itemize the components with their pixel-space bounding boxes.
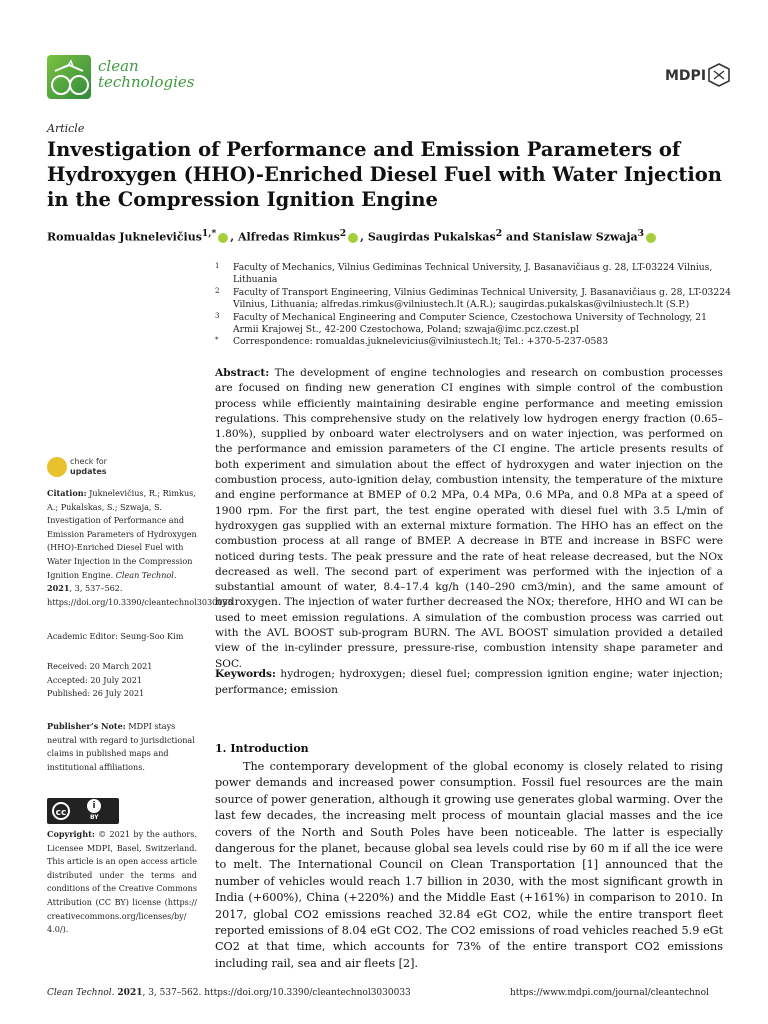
copyright-label: Copyright:: [47, 829, 95, 839]
journal-name-line1: clean: [98, 57, 139, 75]
accepted-date: Accepted: 20 July 2021: [47, 674, 143, 685]
keywords: [215, 666, 723, 698]
keywords-label: Keywords:: [215, 668, 276, 680]
orcid-icon[interactable]: [646, 233, 656, 243]
author-name[interactable]: Alfredas Rimkus: [237, 230, 340, 244]
citation-rest[interactable]: , 3, 537–562. https://doi.org/10.3390/cleantechnol3030033: [47, 583, 233, 607]
affiliation-text: Correspondence: romualdas.juknelevicius@vilniustech.lt; Tel.: +370-5-237-0583: [233, 336, 609, 348]
author-separator: ,: [360, 230, 368, 244]
affiliation-text: Faculty of Mechanical Engineering and Computer Science, Czestochowa University of Technology, 21 Armii Krajowej St., 42-200 Czestochowa, Poland; szwaja@imc.pcz.czest.pl: [233, 311, 707, 336]
footer-doi[interactable]: , 3, 537–562. https://doi.org/10.3390/cleantechnol3030033: [142, 988, 411, 998]
publisher-note-label: Publisher’s Note:: [47, 721, 126, 731]
publisher-note-text: MDPI stays neutral with regard to jurisdictional claims in published maps and institutional affiliations.: [47, 721, 195, 772]
citation-journal: Clean Technol.: [115, 569, 177, 580]
article-type: Article: [47, 122, 85, 135]
author-separator: ,: [230, 230, 238, 244]
affiliation-item: [215, 287, 735, 312]
affiliation-number: 2: [215, 286, 220, 295]
received-date: Received: 20 March 2021: [47, 661, 153, 671]
affiliation-item: [215, 312, 735, 337]
citation-year: 2021: [47, 583, 70, 594]
footer-citation: [47, 988, 411, 998]
author-separator: and: [502, 230, 533, 244]
check-updates-icon: [47, 457, 67, 477]
introduction-body: [215, 759, 723, 972]
footer-year: 2021: [117, 988, 143, 998]
affiliation-number: 3: [215, 311, 220, 320]
journal-name[interactable]: [98, 58, 194, 90]
cc-by-license-badge[interactable]: [47, 798, 119, 824]
publisher-note: [47, 720, 197, 774]
orcid-icon[interactable]: [218, 233, 228, 243]
abstract: [215, 366, 723, 672]
affiliation-item: [215, 336, 735, 348]
citation-label: Citation:: [47, 488, 87, 498]
publisher-name[interactable]: MDPI: [665, 68, 707, 84]
author-list: [47, 228, 658, 244]
author-affiliation-marker: 1,*: [201, 228, 217, 239]
affiliation-number: *: [215, 336, 219, 345]
check-updates-label: [70, 457, 107, 477]
footer-journal-url[interactable]: https://www.mdpi.com/journal/cleantechnol: [510, 988, 709, 998]
author-affiliation-marker: 2: [339, 228, 347, 239]
section-heading-introduction: 1. Introduction: [215, 742, 309, 755]
journal-logo: [47, 55, 91, 99]
academic-editor: Academic Editor: Seung-Soo Kim: [47, 631, 184, 641]
author-affiliation-marker: 3: [637, 228, 645, 239]
author-name[interactable]: Stanislaw Szwaja: [532, 230, 638, 244]
abstract-label: Abstract:: [215, 367, 270, 379]
affiliation-text: Faculty of Transport Engineering, Vilnius Gediminas Technical University, J. Basanavičiaus g. 28, LT-03224 Vilnius, Lithuania; alfredas.rimkus@vilniustech.lt (A.R.); saugirdas.pukalskas@vilniustech.lt (S.P.): [233, 286, 731, 311]
introduction-paragraph: The contemporary development of the global economy is closely related to rising power demands and increased power consumption. Fossil fuel resources are the main source of power generation, although it growing use generates global warming. Over the last few decades, the increasing melt process of mountain glacial masses and the ice covers of the North and South Poles have been noticeable. The latter is especially dangerous for the planet, because global sea levels could rise by 60 m if all the ice were to melt. The International Council on Clean Transportation [1] announced that the number of vehicles would reach 1.7 billion in 2030, with the most significant growth in India (+600%), China (+220%) and the Middle East (+161%) in comparison to 2010. In 2017, global CO2 emissions reached 32.84 eGt CO2, while the entire transport fleet reported emissions of 8.04 eGt CO2. The CO2 emissions of road vehicles reached 5.9 eGt CO2 at that time, which accounts for 73% of the entire transport CO2 emissions including rail, sea and air fleets [2].: [215, 760, 723, 970]
affiliation-text: Faculty of Mechanics, Vilnius Gediminas Technical University, J. Basanavičiaus g. 28, LT-03224 Vilnius, Lithuania: [233, 262, 713, 286]
footer-journal: Clean Technol.: [47, 988, 115, 998]
published-date: Published: 26 July 2021: [47, 688, 145, 699]
abstract-text: The development of engine technologies and research on combustion processes are focused on finding new generation CI engines with simple control of the combustion process while efficiently maintaining desirable engine performance and meeting emission regulations. This comprehensive study on the relatively low hydrogen energy fraction (0.65–1.80%), supplied by onboard water electrolysers and on water injection, was performed on the performance and emission parameters of the CI engine. The article presents results of both experiment and simulation about the effect of hydroxygen and water injection on the combustion process, auto-ignition delay, combustion intensity, the temperature of the mixture and engine performance at BMEP of 0.2 MPa, 0.4 MPa, 0.6 MPa, and 0.8 MPa at a speed of 1900 rpm. For the first part, the test engine operated with diesel fuel with 3.5 L/min of hydroxygen gas supplied with an external mixture formation. The HHO has an effect on the combustion process at all range of BMEP. A decrease in BTE and increase in BSFC were noticed during tests. The peak pressure and the rate of heat release decreased, but the NOx decreased as well. The second part of experiment was performed with the injection of a substantial amount of water, 8.4–17.4 kg/h (140–290 cm3/min), and the same amount of hydroxygen. The injection of water further decreased the NOx; therefore, HHO and WI can be used to meet emission regulations. A simulation of the combustion process was carried out with the AVL BOOST sub-program BURN. The AVL BOOST simulation provided a detailed view of the in-cylinder pressure, pressure-rise, combustion intensity shape parameter and SOC.: [215, 367, 723, 670]
attribution-icon: i: [87, 799, 101, 813]
check-updates-line2: updates: [70, 467, 107, 476]
author-name[interactable]: Saugirdas Pukalskas: [367, 230, 496, 244]
affiliation-number: 1: [215, 262, 220, 270]
keywords-text: hydrogen; hydroxygen; diesel fuel; compression ignition engine; water injection; performance; emission: [215, 668, 723, 696]
check-updates-line1: check for: [70, 457, 107, 466]
author-affiliation-marker: 2: [495, 228, 503, 239]
mdpi-logo-icon: [708, 63, 730, 87]
citation-block: [47, 487, 233, 609]
affiliation-item: [215, 262, 735, 287]
orcid-icon[interactable]: [348, 233, 358, 243]
citation-text: Juknelevičius, R.; Rimkus, A.; Pukalskas, S.; Szwaja, S. Investigation of Performance and Emission Parameters of Hydroxygen (HHO)-Enriched Diesel Fuel with Water Injection in the Compression Ignition Engine.: [47, 488, 197, 580]
copyright-text: © 2021 by the authors. Licensee MDPI, Basel, Switzerland. This article is an open access article distributed under the terms and conditions of the Creative Commons Attribution (CC BY) license (https:// creativecommons.org/licenses/by/ 4.0/).: [47, 829, 198, 935]
copyright-block: [47, 828, 197, 937]
author-name[interactable]: Romualdas Juknelevičius: [47, 230, 202, 244]
affiliations: [215, 262, 735, 349]
check-for-updates-button[interactable]: [47, 455, 167, 479]
by-label: BY: [90, 814, 99, 821]
publication-dates: [47, 660, 197, 701]
paper-title: Investigation of Performance and Emission Parameters of Hydroxygen (HHO)-Enriched Diesel Fuel with Water Injection in the Compression Ignition Engine: [47, 138, 722, 211]
journal-name-line2: technologies: [98, 73, 195, 91]
cc-icon: cc: [52, 802, 70, 820]
